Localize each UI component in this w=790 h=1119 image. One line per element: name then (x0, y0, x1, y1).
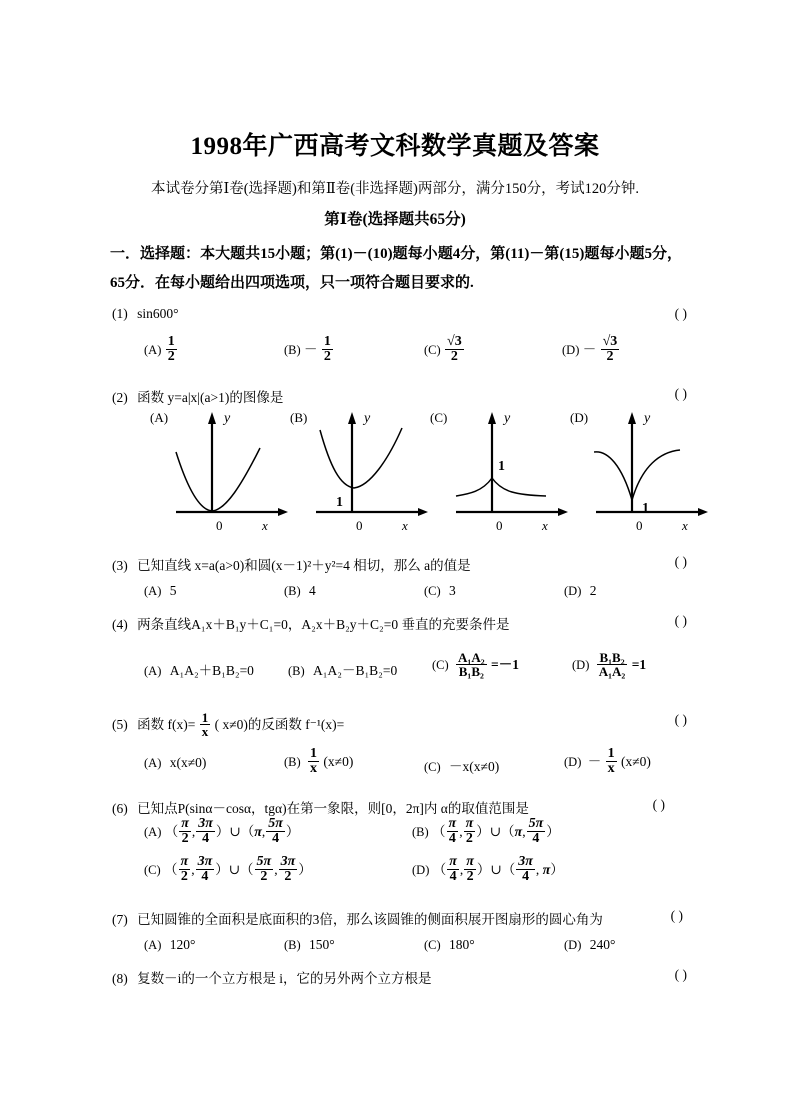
fraction-numerator: A₁A₂ (458, 650, 485, 665)
question-2-option-c[interactable] (430, 408, 570, 548)
option-label: (B) (412, 824, 429, 839)
fraction-numerator: B₁B₂ (597, 651, 628, 665)
fraction-numerator: π (466, 854, 474, 869)
option-label: (A) (144, 584, 162, 598)
option-domain: (x≠0) (323, 753, 354, 769)
question-6-option-c[interactable]: (C) （ $\frac{\pi}{2}$ , $\frac{3\pi}{4}$ ）∪（ $\frac{5\pi}{2}$ , $\frac{3\pi}{2}$ ） (144, 854, 312, 885)
fraction-numerator: √3 (447, 334, 462, 349)
question-2-graph-options (110, 408, 690, 548)
fraction-numerator: 5π (528, 816, 544, 831)
fraction-numerator: 1 (310, 746, 318, 761)
question-5-option-d[interactable] (564, 748, 651, 778)
page-title: 1998年广西高考文科数学真题及答案 (190, 133, 600, 160)
question-5-text-post: ( x≠0)的反函数 f⁻¹(x)= (214, 716, 345, 732)
option-label: (C) (424, 584, 441, 598)
option-label: (A) (150, 410, 169, 425)
option-label: (C) (424, 342, 441, 357)
fraction-denominator: B₁B₂ (458, 664, 484, 680)
graph-b-mark: 1 (336, 495, 343, 510)
fraction-numerator: 3π (198, 816, 213, 831)
option-rhs: =1 (631, 656, 647, 672)
graph-d-mark: 1 (642, 501, 649, 516)
option-label: (D) (572, 657, 590, 672)
fraction-numerator: π (181, 816, 189, 831)
question-5-stem (112, 712, 687, 740)
option-text: 3 (449, 583, 456, 598)
fraction-denominator: 4 (522, 869, 530, 885)
question-3-option-c[interactable] (424, 583, 456, 599)
fraction-numerator: 5π (256, 854, 272, 869)
svg-text:y: y (224, 411, 231, 426)
question-4-option-b[interactable] (288, 659, 397, 679)
question-2-number: (2) (112, 390, 128, 405)
graph-a (174, 408, 290, 544)
option-label: (C) (424, 760, 441, 774)
question-7-option-c[interactable] (424, 937, 475, 953)
fraction-numerator: π (180, 854, 189, 869)
svg-text:y: y (644, 411, 651, 426)
question-7-answer-bracket: ( ) (670, 908, 683, 923)
fraction-denominator: x (201, 724, 209, 740)
question-5-option-c[interactable] (424, 755, 499, 775)
fraction-numerator: π (448, 816, 457, 831)
svg-text:x: x (542, 518, 548, 533)
question-2-answer-bracket: ( ) (674, 386, 687, 401)
fraction-denominator: 4 (202, 831, 210, 847)
option-label: (B) (284, 584, 301, 598)
option-label: (A) (144, 342, 162, 357)
option-label: (C) (430, 410, 448, 425)
fraction-denominator: 2 (606, 349, 614, 365)
option-label: (A) (144, 664, 162, 678)
svg-text:0: 0 (216, 518, 223, 533)
minus-sign: － (304, 341, 318, 357)
question-5-option-a[interactable] (144, 755, 206, 771)
question-2-stem (112, 386, 687, 406)
fraction-denominator: 2 (180, 869, 188, 885)
question-6-number: (6) (112, 801, 128, 816)
question-4-text: 两条直线A₁x＋B₁y＋C₁=0，A₂x＋B₂y＋C₂=0 垂直的充要条件是 (137, 617, 510, 632)
exam-intro-text: 本试卷分第Ⅰ卷(选择题)和第Ⅱ卷(非选择题)两部分，满分150分，考试120分钟. (150, 181, 640, 197)
option-label: (D) (412, 862, 430, 877)
option-text: 150° (309, 937, 335, 952)
question-4-number: (4) (112, 617, 128, 632)
fraction-denominator: x (310, 761, 318, 777)
question-2-option-b[interactable] (290, 408, 430, 548)
fraction-numerator: 1 (167, 334, 175, 349)
fraction-numerator: 1 (201, 710, 209, 725)
fraction-numerator: 3π (518, 854, 533, 869)
question-2-option-a[interactable] (150, 408, 290, 548)
question-4-answer-bracket: ( ) (674, 613, 687, 628)
svg-text:0: 0 (636, 518, 643, 533)
question-3-option-d[interactable] (564, 583, 596, 599)
option-label: (C) (424, 938, 441, 952)
fraction-numerator: 1 (607, 746, 615, 761)
graph-d (594, 408, 710, 544)
option-label: (B) (284, 754, 301, 769)
question-2-text: 函数 y=a|x|(a>1)的图像是 (137, 390, 284, 405)
svg-text:y: y (504, 411, 511, 426)
fraction-numerator: π (465, 816, 474, 831)
question-7-option-a[interactable] (144, 937, 195, 953)
fraction-denominator: 2 (465, 831, 473, 847)
option-text: 120° (169, 937, 196, 952)
option-text: 4 (309, 583, 316, 598)
question-7-option-d[interactable] (564, 937, 615, 953)
question-7-option-b[interactable] (284, 937, 335, 953)
option-label: (A) (144, 756, 162, 770)
svg-text:0: 0 (356, 518, 363, 533)
question-6-option-b[interactable]: (B) （ $\frac{\pi}{4}$ , $\frac{\pi}{2}$ ）∪（π, $\frac{5\pi}{4}$ ） (412, 816, 560, 847)
question-1-text: sin600° (137, 306, 179, 321)
question-3-number: (3) (112, 558, 128, 573)
option-label: (A) (144, 824, 162, 839)
svg-text:x: x (402, 518, 408, 533)
question-5-text-pre: 函数 f(x)= (137, 716, 196, 732)
question-1-answer-bracket: ( ) (674, 306, 687, 321)
question-6-answer-bracket: ( ) (652, 797, 665, 812)
question-7-number: (7) (112, 912, 128, 927)
option-label: (A) (144, 938, 162, 952)
question-8-stem (112, 967, 687, 987)
fraction-numerator: 3π (280, 854, 296, 869)
svg-text:y: y (364, 411, 371, 426)
option-text: 180° (449, 937, 475, 952)
option-text: x(x≠0) (169, 755, 207, 770)
fraction-numerator: 3π (197, 854, 213, 869)
question-8-answer-bracket: ( ) (674, 967, 687, 982)
minus-sign: － (582, 341, 597, 357)
option-label: (B) (290, 410, 308, 425)
fraction-numerator: 1 (323, 334, 331, 349)
question-7-text: 已知圆锥的全面积是底面积的3倍，那么该圆锥的侧面积展开图扇形的圆心角为 (137, 912, 603, 927)
fraction-numerator: 5π (268, 816, 283, 831)
option-label: (B) (284, 342, 301, 357)
svg-text:x: x (682, 518, 688, 533)
option-rhs: =－1 (491, 656, 519, 672)
fraction-denominator: 2 (466, 869, 474, 885)
question-6-option-a[interactable]: (A) （ $\frac{\pi}{2}$ , $\frac{3\pi}{4}$ ）∪（π, $\frac{5\pi}{4}$ ） (144, 816, 300, 847)
question-1-option-b[interactable] (284, 336, 334, 366)
option-label: (C) (144, 862, 161, 877)
option-label: (D) (562, 342, 580, 357)
option-text: 2 (589, 583, 597, 598)
option-text: 240° (589, 937, 616, 952)
fraction-denominator: 2 (181, 831, 189, 847)
question-8-number: (8) (112, 971, 128, 986)
graph-b (314, 408, 430, 544)
svg-text:x: x (262, 518, 268, 533)
question-2-option-d[interactable] (570, 408, 710, 548)
fraction-denominator: 4 (201, 869, 209, 885)
option-text: －x(x≠0) (449, 759, 500, 774)
question-6-stem (112, 797, 687, 817)
interval-endpoint: π (254, 824, 262, 840)
fraction-denominator: 2 (284, 869, 292, 885)
option-domain: (x≠0) (620, 753, 651, 769)
graph-c-mark: 1 (498, 459, 505, 474)
fraction-denominator: 2 (167, 349, 175, 365)
section-header-part1: 第Ⅰ卷(选择题共65分) (324, 211, 466, 228)
option-label: (C) (432, 657, 449, 672)
fraction-denominator: 4 (449, 869, 457, 885)
option-text: A₁A₂－B₁B₂=0 (313, 663, 398, 678)
question-5-option-b[interactable] (284, 748, 353, 778)
option-label: (B) (288, 664, 305, 678)
fraction-denominator: 2 (260, 869, 268, 885)
option-text: 5 (169, 583, 177, 598)
multiple-choice-instructions: 一．选择题：本大题共15小题；第(1)－(10)题每小题4分，第(11)－第(15)题每小题5分，65分．在每小题给出四项选项，只一项符合题目要求的. (110, 246, 682, 291)
graph-c (454, 408, 570, 544)
question-3-stem (112, 554, 687, 574)
option-label: (D) (570, 410, 589, 425)
interval-endpoint: π (542, 862, 551, 878)
question-8-text: 复数－i的一个立方根是 i，它的另外两个立方根是 (137, 971, 432, 986)
interval-endpoint: π (514, 824, 523, 840)
question-5-answer-bracket: ( ) (674, 712, 687, 727)
question-6-text: 已知点P(sinα－cosα，tgα)在第一象限，则[0，2π]内 α的取值范围是 (137, 801, 529, 816)
question-5-number: (5) (112, 716, 128, 732)
question-1-option-a[interactable] (144, 336, 178, 366)
option-label: (B) (284, 938, 301, 952)
minus-sign: － (587, 753, 602, 769)
question-4-stem (112, 613, 687, 633)
fraction-denominator: 4 (448, 831, 456, 847)
question-1-stem (112, 306, 687, 322)
fraction-denominator: 2 (323, 349, 331, 365)
question-4-option-a[interactable] (144, 659, 254, 679)
question-1-option-d[interactable] (562, 336, 620, 366)
question-1-option-c[interactable] (424, 336, 465, 366)
fraction-denominator: 4 (532, 831, 540, 847)
fraction-denominator: A₁A₂ (598, 664, 626, 680)
question-3-option-a[interactable] (144, 583, 176, 599)
option-label: (D) (564, 938, 582, 952)
question-3-text: 已知直线 x=a(a>0)和圆(x－1)²＋y²=4 相切，那么 a的值是 (137, 558, 471, 573)
option-label: (D) (564, 584, 582, 598)
question-6-option-d[interactable]: (D) （ $\frac{\pi}{4}$ , $\frac{\pi}{2}$ ）∪（ $\frac{3\pi}{4}$ , π） (412, 854, 564, 885)
fraction-denominator: 2 (450, 349, 458, 365)
option-label: (D) (564, 754, 582, 769)
question-7-stem (112, 908, 687, 928)
question-3-answer-bracket: ( ) (674, 554, 687, 569)
question-1-options (112, 336, 687, 376)
question-4-option-c[interactable] (432, 652, 519, 680)
fraction-denominator: x (607, 761, 615, 777)
question-1-number: (1) (112, 306, 128, 321)
question-3-option-b[interactable] (284, 583, 316, 599)
fraction-numerator: π (449, 854, 457, 869)
svg-text:0: 0 (496, 518, 503, 533)
fraction-numerator: √3 (602, 334, 618, 349)
option-text: A₁A₂＋B₁B₂=0 (169, 663, 254, 678)
question-4-option-d[interactable] (572, 652, 646, 680)
fraction-denominator: 4 (272, 831, 280, 847)
